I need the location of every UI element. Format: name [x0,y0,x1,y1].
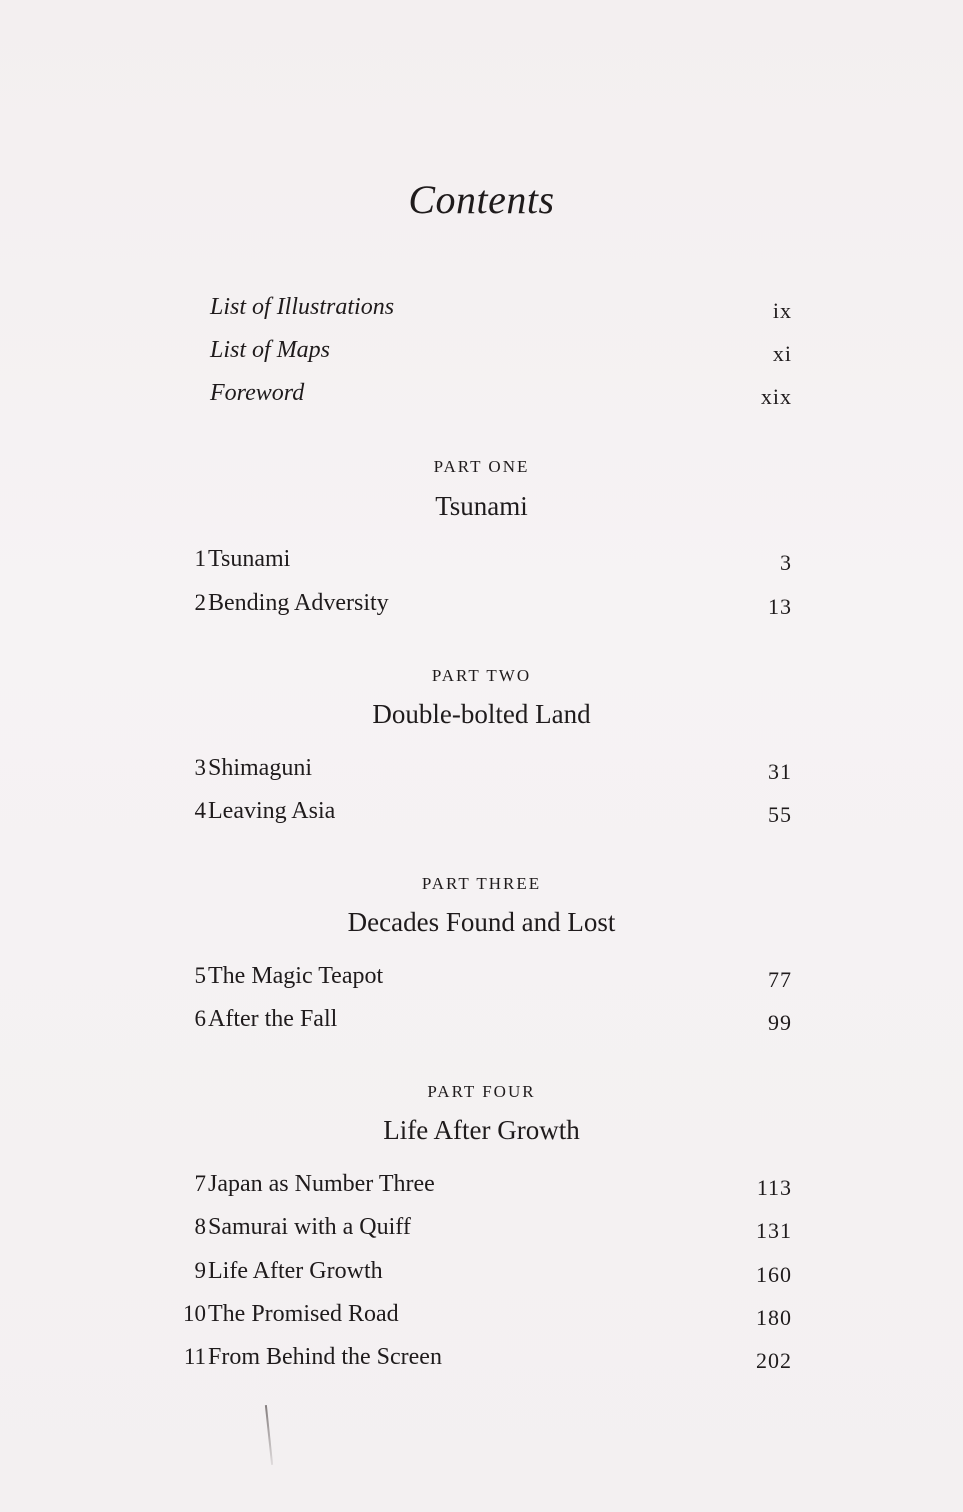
toc-entry-chapter-4 [180,798,792,832]
toc-entry-chapter-11 [180,1344,792,1378]
chapter-page: 202 [756,1348,792,1373]
part-label: PART FOUR [427,1082,536,1101]
chapter-title: Japan as Number Three [208,1171,435,1197]
part-title: Decades Found and Lost [347,907,616,937]
chapter-title: After the Fall [208,1006,338,1032]
chapter-title: Life After Growth [208,1258,383,1284]
chapter-page: 131 [756,1218,792,1243]
toc-entry-page: ix [772,298,792,323]
chapter-number: 9 [194,1258,206,1283]
toc-entry-chapter-6 [180,1006,792,1040]
chapter-page: 99 [768,1010,792,1035]
toc-entry-chapter-10 [180,1301,792,1335]
toc-entry-list-of-maps [180,337,792,371]
part-title: Life After Growth [383,1115,580,1145]
chapter-page: 55 [768,802,792,827]
chapter-title: Leaving Asia [208,798,336,824]
chapter-title: Samurai with a Quiff [208,1214,411,1240]
chapter-title: From Behind the Screen [208,1344,442,1370]
chapter-number: 3 [194,755,206,780]
chapter-title: Tsunami [208,546,291,572]
chapter-number: 1 [194,546,206,571]
toc-entry-list-of-illustrations [180,294,792,328]
toc-entry-chapter-1 [180,546,792,580]
chapter-number: 6 [194,1006,206,1031]
page-title: Contents [408,177,555,222]
chapter-number: 7 [194,1171,206,1196]
chapter-page: 31 [768,759,792,784]
chapter-number: 8 [194,1214,206,1239]
toc-entry-label: List of Maps [210,337,331,363]
chapter-title: Bending Adversity [208,590,389,616]
part-title: Tsunami [435,491,528,521]
chapter-page: 77 [768,967,792,992]
paper-scratch-mark [265,1405,273,1465]
chapter-title: The Magic Teapot [208,963,384,989]
chapter-page: 160 [756,1262,792,1287]
chapter-page: 3 [780,550,792,575]
part-title: Double-bolted Land [372,699,591,729]
part-label: PART TWO [431,666,532,685]
part-label: PART ONE [433,457,530,476]
toc-entry-chapter-9 [180,1258,792,1292]
toc-entry-page: xi [772,341,792,366]
toc-entry-foreword [180,380,792,414]
toc-entry-chapter-2 [180,590,792,624]
chapter-number: 11 [183,1344,206,1369]
toc-entry-chapter-5 [180,963,792,997]
toc-entry-page: xix [760,384,792,409]
toc-entry-label: Foreword [210,380,305,406]
chapter-page: 180 [756,1305,792,1330]
toc-entry-label: List of Illustrations [210,294,395,320]
chapter-number: 4 [194,798,206,823]
chapter-page: 13 [768,594,792,619]
toc-entry-chapter-3 [180,755,792,789]
chapter-page: 113 [756,1175,792,1200]
chapter-title: The Promised Road [208,1301,399,1327]
part-label: PART THREE [421,874,542,893]
chapter-number: 5 [194,963,206,988]
chapter-number: 2 [194,590,206,615]
chapter-title: Shimaguni [208,755,313,781]
toc-entry-chapter-7 [180,1171,792,1205]
chapter-number: 10 [183,1301,206,1326]
toc-entry-chapter-8 [180,1214,792,1248]
